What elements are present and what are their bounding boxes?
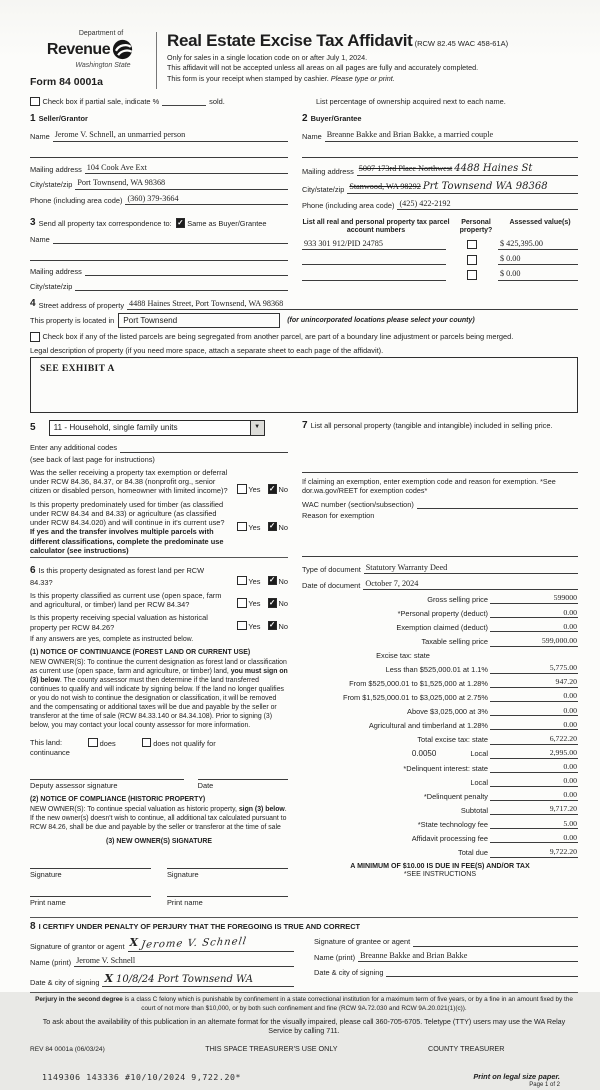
correspondence-label: Send all property tax correspondence to: — [38, 218, 172, 228]
seller-city-field[interactable]: Port Townsend, WA 98368 — [75, 178, 288, 189]
new-owner-printname-field-2[interactable] — [167, 886, 288, 897]
print-note-block — [473, 1072, 578, 1090]
buyer-phone-label: Phone (including area code) — [302, 200, 395, 210]
correspondence-mailing-label: Mailing address — [30, 266, 82, 276]
rcw-code: (RCW 82.45 WAC 458-61A) — [414, 39, 509, 48]
historic-yes-checkbox[interactable] — [237, 621, 247, 631]
instruction-line-1: Only for sales in a single location code on or after July 1, 2024. — [167, 52, 368, 62]
legal-description-field[interactable] — [30, 357, 578, 413]
rev-number: REV 84 0001a (06/03/24) — [30, 1045, 105, 1053]
buyer-city-label: City/state/zip — [302, 184, 345, 194]
certify-statement: I CERTIFY UNDER PENALTY OF PERJURY THAT THE FOREGOING IS TRUE AND CORRECT — [38, 921, 361, 931]
current-use-yes-checkbox[interactable] — [237, 598, 247, 608]
seller-name-field-2[interactable] — [30, 148, 288, 159]
tax-computation: Gross selling price 599000 *Personal property (deduct) 0.00 Exemption claimed (deduct) 0.00 Taxable selling price 599,000.00 Excise tax: state Less than $525,000.01 at 1.1% 5,775.00 From $525,000.01 to $1,525,000 at 1.28% 947.20 From $1,525,000.01 to $3,025,000 at 2.75% 0.00 Above $3,025,000 at 3% 0.00 Agricultural and timberland at 1.28% 0.00 Total excise tax: state 6,722.20 0.0050 Local 2,995.00 *Delinquent interest: state 0.00 Local 0.00 *Delinquent penalty 0.00 Subtotal 9,717.20 *State technology fee 5.00 Affidavit processing fee 0.00 Total due 9,722.20 A MINIMUM OF $10.00 IS DUE IN FEE(S) AND/OR TAX *SEE INSTRUCTIONS — [302, 593, 578, 879]
located-in-label: This property is located in — [30, 316, 115, 326]
local-rate-value: 0.0050 — [411, 748, 437, 758]
page-number: Page 1 of 2 — [529, 1082, 560, 1089]
total-excise-state-field[interactable]: 6,722.20 — [490, 734, 578, 745]
forest-yes-checkbox[interactable] — [237, 576, 247, 586]
gross-selling-price-field[interactable]: 599000 — [490, 593, 578, 604]
use-code-select[interactable]: 11 - Household, single family units ▼ — [49, 420, 265, 436]
land-does-not-checkbox[interactable] — [142, 738, 152, 748]
washington-state-label: Washington State — [75, 62, 131, 69]
forest-no-checkbox[interactable] — [268, 576, 278, 586]
wac-number-label: WAC number (section/subsection) — [302, 500, 414, 510]
new-owner-signature-row: Signature Signature — [30, 858, 288, 879]
segregated-label: Check box if any of the listed parcels are being segregated from another parcel, are part of a boundary line adjustment or parcels being merged. — [42, 332, 514, 342]
seller-phone-label: Phone (including area code) — [30, 196, 123, 206]
street-address-label: Street address of property — [38, 301, 125, 311]
date-of-document-field[interactable]: October 7, 2024 — [363, 579, 578, 590]
tier4-tax-field[interactable]: 0.00 — [490, 706, 578, 717]
correspondence-name-field[interactable] — [53, 234, 288, 245]
type-of-document-field[interactable]: Statutory Warranty Deed — [364, 563, 578, 574]
seller-grantor-title: Seller/Grantor — [38, 114, 88, 124]
new-owner-printname-row: Print name Print name — [30, 886, 288, 907]
parcel-numbers-header: List all real and personal property tax parcel account numbers — [302, 218, 450, 234]
buyer-name-field[interactable]: Breanne Bakke and Brian Bakke, a married couple — [325, 130, 578, 141]
if-yes-note: If any answers are yes, complete as instructed below. — [30, 635, 194, 643]
forest-land-question: 6 Is this property designated as forest land per RCW 84.33? — [30, 565, 205, 587]
timber-agriculture-question: Is this property predominately used for timber (as classified under RCW 84.34 and 84.33) or agriculture (as classified under RCW 84.34.020) and will continue in it's current use? If yes and the transfer involves multiple parcels with different classifications, complete the predominate use calculator (see instructions) — [30, 499, 225, 555]
tax-correspondence-block: 3 Send all property tax correspondence to: ✓ Same as Buyer/Grantee Name Mailing address City/state/zip — [30, 217, 288, 291]
new-owners-signature-title: (3) NEW OWNER(S) SIGNATURE — [106, 838, 212, 846]
correspondence-city-label: City/state/zip — [30, 281, 73, 291]
buyer-grantee-title: Buyer/Grantee — [310, 114, 362, 124]
parcel-row — [302, 254, 578, 265]
personal-property-checkbox-1[interactable] — [467, 240, 477, 250]
local-tax-field[interactable]: 2,995.00 — [490, 748, 578, 759]
grantee-signature-block — [314, 933, 578, 987]
right-column — [302, 420, 578, 908]
grantee-printname-field[interactable]: Breanne Bakke and Brian Bakke — [358, 951, 578, 962]
same-as-buyer-label: Same as Buyer/Grantee — [187, 218, 267, 228]
state-technology-fee-field[interactable]: 5.00 — [490, 819, 578, 830]
personal-property-header: Personal property? — [459, 218, 493, 234]
additional-codes-label: Enter any additional codes — [30, 443, 118, 453]
classification-tax-section — [30, 420, 578, 908]
assessed-value-field[interactable]: $ 0.00 — [498, 269, 578, 280]
grantor-signature-field[interactable]: X Jerome V. Schnell — [128, 936, 295, 952]
grantor-signature-handwritten: Jerome V. Schnell — [140, 936, 248, 952]
tier1-tax-field[interactable]: 5,775.00 — [490, 663, 578, 674]
personal-property-list-label: 7 List all personal property (tangible and intangible) included in selling price. — [302, 420, 553, 432]
parcel-number-field[interactable] — [302, 254, 446, 265]
correspondence-city-field[interactable] — [75, 280, 288, 291]
parcel-row — [302, 269, 578, 280]
seller-name-label: Name — [30, 132, 50, 142]
grantor-printname-label: Name (print) — [30, 958, 72, 968]
notice-compliance-body: NEW OWNER(S): To continue special valuation as historic property, sign (3) below. If the new owner(s) doesn't wish to continue, all additional tax calculated pursuant to RCW 84.26, shall be due and payable by the seller or transferor at the time of sale — [30, 806, 287, 832]
new-owner-signature-field-2[interactable] — [167, 858, 288, 869]
seller-mailing-label: Mailing address — [30, 164, 82, 174]
grantor-signature-block — [30, 933, 294, 987]
parcel-number-field[interactable]: 933 301 912/PID 24785 — [302, 239, 446, 250]
form-title: Real Estate Excise Tax Affidavit — [167, 31, 413, 50]
dor-swirl-icon — [112, 39, 133, 62]
reason-for-exemption-field[interactable] — [302, 547, 578, 558]
print-legal-size-note: Print on legal size paper. — [473, 1072, 560, 1082]
grantor-datecity-label: Date & city of signing — [30, 978, 100, 988]
grantor-datecity-handwritten: 10/8/24 Port Townsend WA — [115, 973, 254, 985]
parcel-row — [302, 239, 578, 250]
unincorporated-note: (for unincorporated locations please select your county) — [287, 316, 475, 324]
exemption-no-checkbox[interactable] — [268, 484, 278, 494]
location-select[interactable]: Port Townsend — [118, 313, 280, 328]
exemption-yes-checkbox[interactable] — [237, 484, 247, 494]
certification-section: 8 I CERTIFY UNDER PENALTY OF PERJURY THAT THE FOREGOING IS TRUE AND CORRECT Signature of grantor or agent X Jerome V. Schnell Name (print) Jerome V. Schnell Date & city of signing X 10/8/24 Port Townsend WA Signature of grantee or agent Name (print) Breanne Bakke and Brian Bakke Date & city of signing — [30, 917, 578, 988]
current-use-question: Is this property classified as current use (open space, farm and agricultural, or timber) land per RCW 84.34? — [30, 590, 222, 610]
subtotal-field[interactable]: 9,717.20 — [490, 804, 578, 815]
deputy-assessor-signature-field[interactable] — [30, 769, 184, 780]
treasurer-space-label: THIS SPACE TREASURER'S USE ONLY — [205, 1043, 338, 1053]
seller-name-field[interactable]: Jerome V. Schnell, an unmarried person — [53, 130, 288, 141]
total-due-field[interactable]: 9,722.20 — [490, 847, 578, 858]
seller-city-label: City/state/zip — [30, 180, 73, 190]
continuance-label: continuance — [30, 747, 70, 757]
agricultural-timberland-field[interactable]: 0.00 — [490, 720, 578, 731]
correspondence-parcels-section — [30, 217, 578, 291]
reason-for-exemption-label: Reason for exemption — [302, 511, 375, 521]
historic-no-checkbox[interactable] — [268, 621, 278, 631]
grantee-printname-label: Name (print) — [314, 953, 356, 963]
exemption-claimed-field[interactable]: 0.00 — [490, 622, 578, 633]
correspondence-name-label: Name — [30, 235, 50, 245]
grantor-signature-label: Signature of grantor or agent — [30, 942, 125, 952]
wac-number-field[interactable] — [417, 499, 578, 510]
form-number: Form 84 0001a — [30, 75, 103, 88]
revenue-wordmark: Revenue — [46, 41, 111, 59]
partial-sold-label: sold. — [209, 97, 225, 107]
this-land-label: This land: — [30, 737, 63, 747]
type-of-document-label: Type of document — [302, 565, 361, 575]
grantor-printname-field[interactable]: Jerome V. Schnell — [74, 956, 294, 967]
correspondence-name-field-2[interactable] — [30, 250, 288, 261]
notice-continuance-body: NEW OWNER(S): To continue the current designation as forest land or classification as current use (open space, farm and agriculture, or timber) land, you must sign on (3) below. The county assessor must then determine if the land transferred continues to qualify and will indicate by signing below. If the land no longer qualifies or you do not wish to continue the designation or classification, it will be removed and the compensating or additional taxes will be due and payable by the seller or transferor at the time of sale (RCW 84.33.140 or 84.34.108). Prior to signing (3) below, you may contact your local county assessor for more information. — [30, 658, 288, 729]
same-as-buyer-checkbox[interactable] — [176, 218, 186, 228]
personal-property-checkbox-2[interactable] — [467, 255, 477, 265]
seller-phone-field[interactable]: (360) 379-3664 — [125, 194, 288, 205]
delinquent-interest-local-field[interactable]: 0.00 — [490, 776, 578, 787]
segregated-checkbox[interactable] — [30, 332, 40, 342]
timber-no-checkbox[interactable] — [268, 522, 278, 532]
correspondence-mailing-field[interactable] — [85, 265, 288, 276]
exemption-code-note: If claiming an exemption, enter exemption code and reason for exemption. *See dor.wa.gov/REET for exemption codes* — [302, 477, 556, 496]
partial-percent-field[interactable] — [162, 105, 206, 106]
partial-sale-label: Check box if partial sale, indicate % — [42, 97, 160, 107]
land-does-checkbox[interactable] — [88, 738, 98, 748]
personal-property-deduct-field[interactable]: 0.00 — [490, 608, 578, 619]
property-section: 4 Street address of property 4488 Haines Street, Port Townsend, WA 98368 This property is located in Port Townsend (for unincorporated locations please select your county) Check box if any of the listed parcels are being segregated from another parcel, are part of a boundary line adjustment or parcels being merged. Legal description of property (if you need more space, attach a separate sheet to each page of the affidavit). SEE EXHIBIT A — [30, 298, 578, 413]
personal-property-checkbox-3[interactable] — [467, 270, 477, 280]
buyer-mailing-handwritten: 4488 Haines St — [454, 162, 533, 174]
delinquent-interest-state-field[interactable]: 0.00 — [490, 762, 578, 773]
perjury-statement: Perjury in the second degree is a class C felony which is punishable by confinement in a state correctional institution for a maximum term of five years, or by a fine in an amount fixed by the court of not more than $10,000, or by both such confinement and fine (RCW 9A.72.030 and RCW 9A.20.021(1)(c)). — [30, 992, 578, 1013]
dept-of-label: Department of — [78, 30, 124, 37]
alternate-format-note: To ask about the availability of this publication in an alternate format for the visually impaired, please call 360-705-6705. Teletype (TTY) users may use the WA Relay Service by calling 711. — [42, 1017, 566, 1036]
grantee-datecity-label: Date & city of signing — [314, 968, 384, 978]
see-back-note: (see back of last page for instructions) — [30, 454, 155, 464]
buyer-mailing-field[interactable]: 5007 173rd Place Northwest 4488 Haines St — [357, 163, 578, 177]
instruction-line-2: This affidavit will not be accepted unless all areas on all pages are fully and accurately completed. — [167, 63, 479, 73]
instruction-line-3: This form is your receipt when stamped by cashier. Please type or print. — [167, 73, 395, 83]
tier2-tax-field[interactable]: 947.20 — [490, 677, 578, 688]
tier3-tax-field[interactable]: 0.00 — [490, 691, 578, 702]
bottom-row — [30, 1072, 578, 1090]
this-land-row: This land: does does not qualify for — [30, 737, 216, 748]
seller-grantor-block: 1 Seller/Grantor Name Jerome V. Schnell, an unmarried person Mailing address 104 Cook Ave Ext City/state/zip Port Townsend, WA 98368 Phone (including area code) (360) 379-3664 — [30, 113, 288, 210]
new-owner-signature-field-1[interactable] — [30, 858, 151, 869]
form-header — [30, 30, 578, 89]
assessed-value-field[interactable]: $ 425,395.00 — [498, 239, 578, 250]
assessed-value-header: Assessed value(s) — [509, 218, 571, 226]
partial-sale-checkbox[interactable] — [30, 97, 40, 107]
footer-row — [30, 1044, 578, 1054]
legal-description-label: Legal description of property (if you need more space, attach a separate sheet to each page of the affidavit). — [30, 345, 384, 355]
parties-section — [30, 113, 578, 210]
header-divider — [156, 32, 157, 89]
grantee-signature-label: Signature of grantee or agent — [314, 937, 411, 947]
new-owner-printname-field-1[interactable] — [30, 886, 151, 897]
seller-mailing-field[interactable]: 104 Cook Ave Ext — [85, 163, 288, 174]
partial-sale-row — [30, 97, 578, 107]
seller-exemption-question: Was the seller receiving a property tax exemption or deferral under RCW 84.36, 84.37, or 84.38 (nonprofit org., senior citizen or disabled person, homeowner with limited income)? — [30, 467, 228, 496]
taxable-selling-price-field[interactable]: 599,000.00 — [490, 636, 578, 647]
parcel-table — [302, 217, 578, 291]
dor-logo — [30, 30, 150, 89]
grantor-datecity-field[interactable]: X 10/8/24 Port Townsend WA — [102, 972, 294, 988]
cashier-stamp: 1149306 143336 #10/10/2024 9,722.20* — [42, 1072, 242, 1083]
minimum-due-note: A MINIMUM OF $10.00 IS DUE IN FEE(S) AND/OR TAX — [350, 861, 530, 870]
buyer-name-label: Name — [302, 132, 322, 142]
deputy-date-field[interactable] — [198, 769, 288, 780]
delinquent-penalty-field[interactable]: 0.00 — [490, 790, 578, 801]
county-treasurer-label: COUNTY TREASURER — [428, 1043, 505, 1053]
ownership-percentage-note: List percentage of ownership acquired next to each name. — [316, 97, 506, 107]
buyer-mailing-label: Mailing address — [302, 166, 354, 176]
timber-yes-checkbox[interactable] — [237, 522, 247, 532]
buyer-city-handwritten: Prt Townsend WA 98368 — [422, 180, 548, 192]
date-of-document-label: Date of document — [302, 580, 361, 590]
additional-codes-field[interactable] — [120, 442, 288, 453]
buyer-name-field-2[interactable] — [302, 148, 578, 159]
see-instructions-note: *SEE INSTRUCTIONS — [403, 870, 477, 879]
personal-property-list-field[interactable] — [302, 463, 578, 474]
street-address-field[interactable]: 4488 Haines Street, Port Townsend, WA 98368 — [127, 299, 578, 310]
notice-continuance-title: (1) NOTICE OF CONTINUANCE (FOREST LAND OR CURRENT USE) — [30, 648, 251, 656]
affidavit-processing-fee-field[interactable]: 0.00 — [490, 833, 578, 844]
historic-property-question: Is this property receiving special valuation as historical property per RCW 84.26? — [30, 613, 208, 632]
assessed-value-field[interactable]: $ 0.00 — [498, 254, 578, 265]
excise-tax-state-heading: Excise tax: state — [376, 650, 430, 660]
buyer-grantee-block: 2 Buyer/Grantee Name Breanne Bakke and Brian Bakke, a married couple Mailing address 5007 173rd Place Northwest 4488 Haines St City/state/zip Stanwood, WA 98292 Prt Townsend WA 98368 Phone (including area code) (425) 422-2192 — [302, 113, 578, 210]
legal-description-value: SEE EXHIBIT A — [40, 364, 115, 375]
buyer-city-field[interactable]: Stanwood, WA 98292 Prt Townsend WA 98368 — [347, 181, 578, 195]
chevron-down-icon[interactable]: ▼ — [250, 421, 264, 435]
left-column: 5 11 - Household, single family units ▼ Enter any additional codes (see back of last page for instructions) Was the seller receiving a property tax exemption or deferral under RCW 84.36, 84.37, or 84.38 (nonprofit org., senior citizen or disabled person, homeowner with limited income)? Yes ✓ No Is this property predominately used for timber (as classified under RCW 84.34 and 84.33) or agriculture (as classified under RCW 84.34.020) and will continue in it's current use? If yes and the transfer involves multiple parcels with different classifications, complete the predominate use calculator (see instructions) Yes ✓ No 6 Is this property designated as forest land per RCW 84.33? Yes ✓ No Is this property classified as current use (open space, farm and agricultural, or timber) land per RCW 84.34? Yes ✓ No Is this property receiving special valuation as historical property per RCW 84.26? Yes ✓ No If any answers are yes, complete as instructed below. (1) NOTICE OF CONTINUANCE (FOREST LAND OR CURRENT USE) NEW OWNER(S): To continue the current designation as forest land or classification as current use (open space, farm and agriculture, or timber) land, you must sign on (3) below. The county assessor must then determine if the land transferred continues to qualify and will indicate by signing below. If the land no longer qualifies or you do not wish to continue the designation or classification, it will be removed and the compensating or additional taxes will be due and payable by the seller or transferor at the time of sale (RCW 84.33.140 or 84.34.108). Prior to signing (3) below, you may contact your local county assessor for more information. This land: does does not qualify for continuance Deputy assessor signature Date (2) NOTICE OF COMPLIANCE (HISTORIC PROPERTY) NEW OWNER(S): To continue special valuation as historic property, sign (3) below. If the new owner(s) doesn't wish to continue, all additional tax calculated pursuant to RCW 84.26, shall be due and payable by the seller or transferor at the time of sale (3) NEW OWNER(S) SIGNATURE Signature Signature Print name Print name — [30, 420, 288, 908]
parcel-number-field[interactable] — [302, 270, 446, 281]
current-use-no-checkbox[interactable] — [268, 598, 278, 608]
grantee-signature-field[interactable] — [413, 936, 578, 947]
deputy-assessor-row: Deputy assessor signature Date — [30, 769, 288, 790]
buyer-phone-field[interactable]: (425) 422-2192 — [397, 199, 578, 210]
grantee-datecity-field[interactable] — [386, 967, 578, 978]
notice-compliance-title: (2) NOTICE OF COMPLIANCE (HISTORIC PROPERTY) — [30, 796, 206, 804]
